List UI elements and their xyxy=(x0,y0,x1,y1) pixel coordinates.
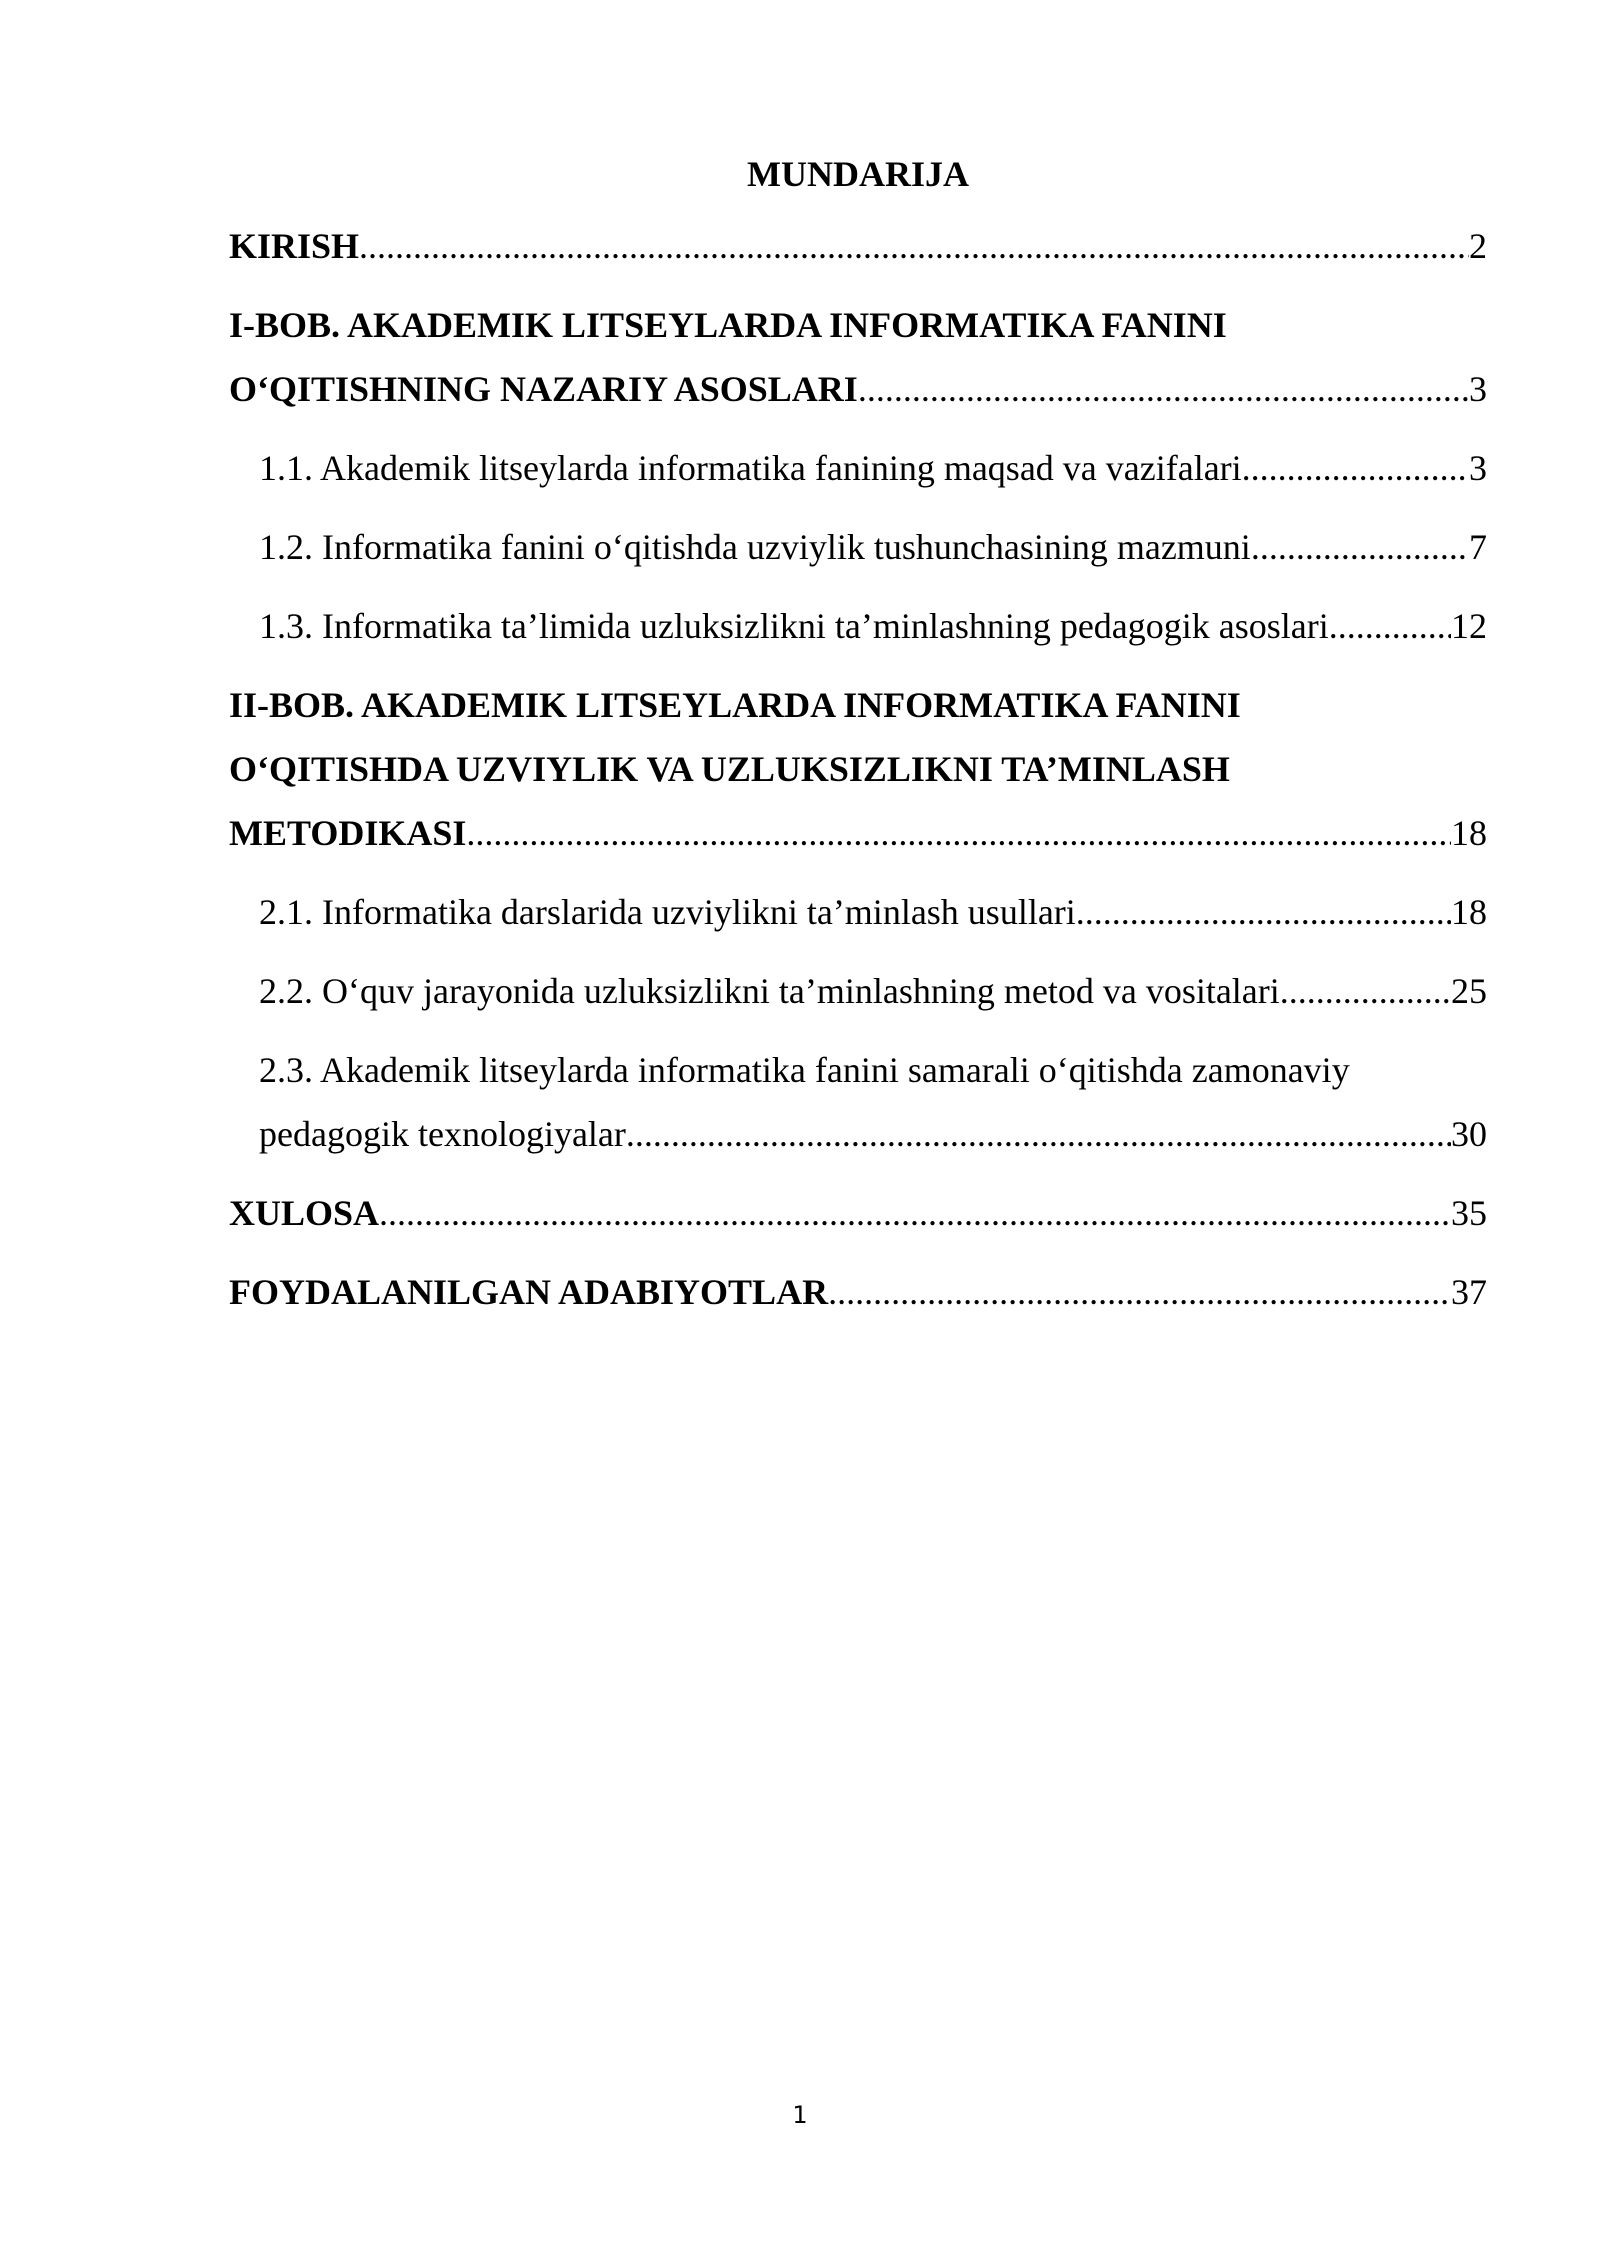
toc-entry-section-1-1[interactable] xyxy=(229,436,1487,500)
toc-entry-section-2-3[interactable] xyxy=(229,1038,1487,1166)
toc-entry-chapter-2[interactable] xyxy=(229,673,1487,865)
dot-leader xyxy=(828,1260,1451,1324)
toc-entry-text: KIRISH xyxy=(229,226,360,266)
toc-entry-line xyxy=(229,214,1487,278)
toc-entry-text: 1.3. Informatika ta’limida uzluksizlikni ta’minlashning pedagogik asoslari xyxy=(259,606,1329,646)
toc-entry-line xyxy=(229,293,1487,357)
toc-entry-line xyxy=(259,1102,1487,1166)
toc-entry-line xyxy=(259,1038,1487,1102)
toc-page-number: 12 xyxy=(1451,606,1487,646)
toc-entry-text: METODIKASI xyxy=(229,813,467,853)
toc-page-number: 35 xyxy=(1451,1193,1487,1233)
toc-entry-text: O‘QITISHDA UZVIYLIK VA UZLUKSIZLIKNI TA’MINLASH xyxy=(229,749,1230,789)
toc-entry-line xyxy=(229,357,1487,421)
toc-entry-section-2-2[interactable] xyxy=(229,959,1487,1023)
toc-entry-text: FOYDALANILGAN ADABIYOTLAR xyxy=(229,1272,829,1312)
toc-entry-kirish[interactable] xyxy=(229,214,1487,278)
page-number: 1 xyxy=(792,2101,808,2129)
toc-entry-text: 2.2. O‘quv jarayonida uzluksizlikni ta’minlashning metod va vositalari xyxy=(259,971,1280,1011)
toc-entry-line xyxy=(229,673,1487,737)
dot-leader xyxy=(1076,880,1451,944)
dot-leader xyxy=(359,214,1469,278)
toc-entry-line xyxy=(259,515,1487,579)
toc-entry-references[interactable] xyxy=(229,1260,1487,1324)
toc-entry-section-1-3[interactable] xyxy=(229,594,1487,658)
toc-entry-text: pedagogik texnologiyalar xyxy=(259,1114,626,1154)
toc-page-number: 7 xyxy=(1469,527,1487,567)
table-of-contents xyxy=(229,150,1487,1339)
toc-entry-line xyxy=(259,594,1487,658)
toc-title: MUNDARIJA xyxy=(747,154,969,194)
toc-page-number: 3 xyxy=(1469,448,1487,488)
toc-entry-line xyxy=(229,801,1487,865)
toc-entry-line xyxy=(229,737,1487,801)
toc-entry-text: 2.1. Informatika darslarida uzviylikni ta’minlash usullari xyxy=(259,892,1076,932)
toc-page-number: 18 xyxy=(1451,892,1487,932)
dot-leader xyxy=(1329,594,1451,658)
toc-page-number: 25 xyxy=(1451,971,1487,1011)
toc-entry-text: 1.1. Akademik litseylarda informatika fanining maqsad va vazifalari xyxy=(259,448,1242,488)
toc-page-number: 18 xyxy=(1451,813,1487,853)
toc-entry-text: I-BOB. AKADEMIK LITSEYLARDA INFORMATIKA FANINI xyxy=(229,305,1227,345)
toc-entry-line xyxy=(259,880,1487,944)
toc-page-number: 3 xyxy=(1469,369,1487,409)
toc-entry-line xyxy=(229,1181,1487,1245)
toc-entry-chapter-1[interactable] xyxy=(229,293,1487,421)
toc-entry-text: 1.2. Informatika fanini o‘qitishda uzviylik tushunchasining mazmuni xyxy=(259,527,1251,567)
toc-entry-text: II-BOB. AKADEMIK LITSEYLARDA INFORMATIKA FANINI xyxy=(229,685,1241,725)
dot-leader xyxy=(626,1102,1451,1166)
toc-entry-section-2-1[interactable] xyxy=(229,880,1487,944)
toc-entry-text: O‘QITISHNING NAZARIY ASOSLARI xyxy=(229,369,858,409)
dot-leader xyxy=(858,357,1469,421)
toc-entry-text: XULOSA xyxy=(229,1193,380,1233)
dot-leader xyxy=(379,1181,1451,1245)
toc-entry-line xyxy=(259,436,1487,500)
dot-leader xyxy=(466,801,1451,865)
toc-entry-line xyxy=(259,959,1487,1023)
toc-entry-section-1-2[interactable] xyxy=(229,515,1487,579)
toc-entry-text: 2.3. Akademik litseylarda informatika fanini samarali o‘qitishda zamonaviy xyxy=(259,1050,1350,1090)
toc-page-number: 37 xyxy=(1451,1272,1487,1312)
dot-leader xyxy=(1242,436,1469,500)
toc-page-number: 30 xyxy=(1451,1114,1487,1154)
toc-entry-line xyxy=(229,1260,1487,1324)
dot-leader xyxy=(1251,515,1469,579)
dot-leader xyxy=(1280,959,1451,1023)
toc-entry-xulosa[interactable] xyxy=(229,1181,1487,1245)
toc-page-number: 2 xyxy=(1469,226,1487,266)
